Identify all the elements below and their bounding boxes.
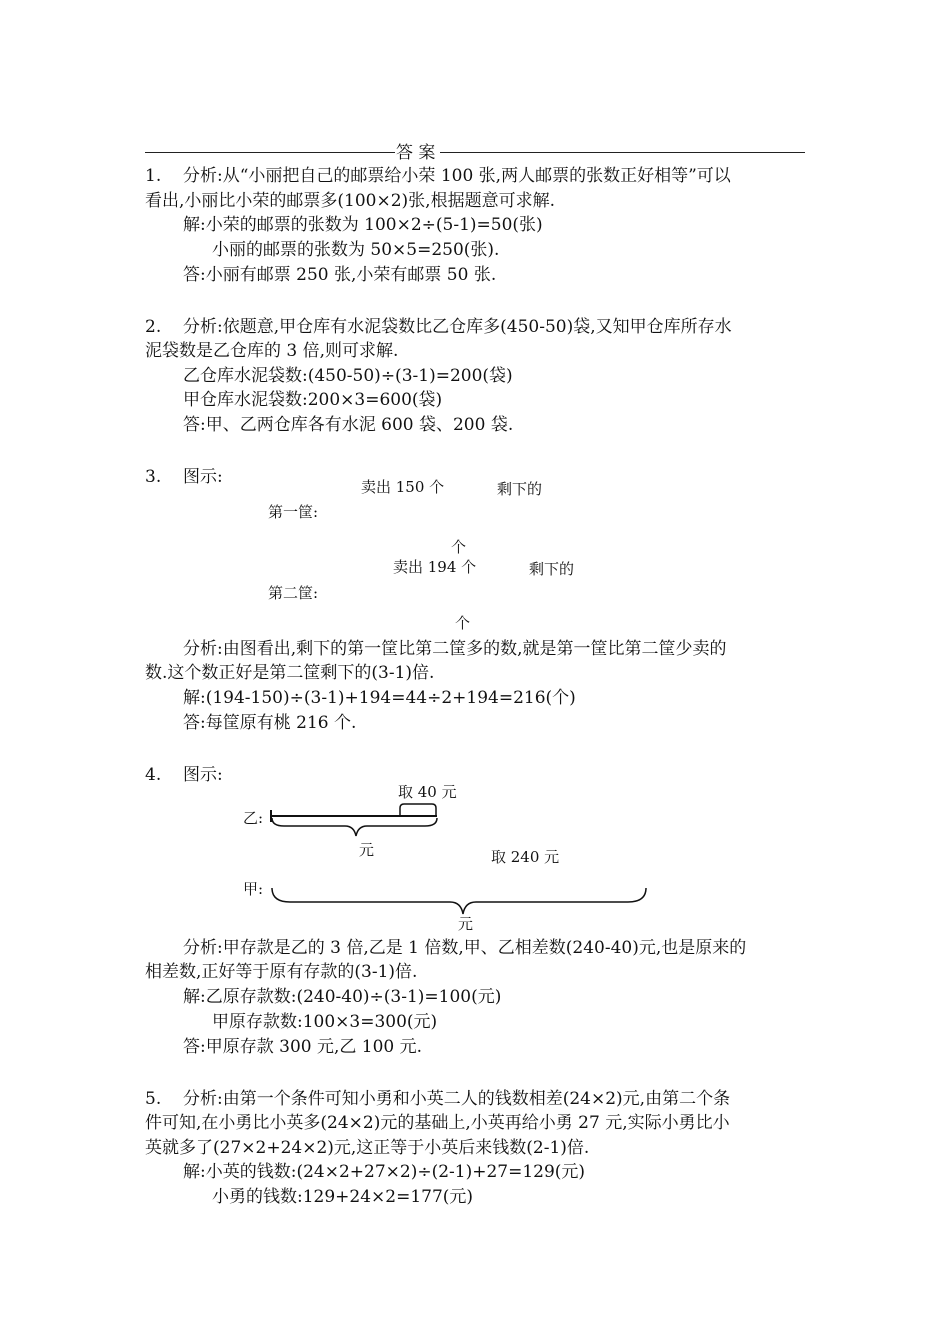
q3-line-2: 数.这个数正好是第二筐剩下的(3-1)倍. <box>145 663 435 683</box>
q1-line-1: 分析:从“小丽把自己的邮票给小荣 100 张,两人邮票的张数正好相等”可以 <box>183 166 731 186</box>
q3-basket-1-label: 第一筐: <box>268 503 319 521</box>
q4-jia-brace <box>272 888 646 914</box>
q5-line-1: 分析:由第一个条件可知小勇和小英二人的钱数相差(24×2)元,由第二个条 <box>183 1089 731 1109</box>
q3-unit-1-label: 个 <box>451 538 467 556</box>
q4-line-3: 解:乙原存款数:(240-40)÷(3-1)=100(元) <box>183 987 502 1007</box>
q3-figure-lead: 图示: <box>183 467 223 487</box>
q3-unit-2-label: 个 <box>455 614 471 632</box>
q4-yuan-2-label: 元 <box>458 915 474 933</box>
q4-line-4: 甲原存款数:100×3=300(元) <box>212 1012 438 1032</box>
q4-line-5: 答:甲原存款 300 元,乙 100 元. <box>183 1037 423 1057</box>
q4-jia-label: 甲: <box>243 880 264 898</box>
q4-yuan-1-label: 元 <box>359 841 375 859</box>
answer-title: 答 案 <box>396 143 436 163</box>
q3-line-3: 解:(194-150)÷(3-1)+194=44÷2+194=216(个) <box>183 688 576 708</box>
q2-line-3: 乙仓库水泥袋数:(450-50)÷(3-1)=200(袋) <box>183 366 513 386</box>
q3-rest-2-label: 剩下的 <box>529 560 575 578</box>
q4-line-2: 相差数,正好等于原有存款的(3-1)倍. <box>145 962 418 982</box>
q4-number: 4. <box>145 765 162 785</box>
q4-line-1: 分析:甲存款是乙的 3 倍,乙是 1 倍数,甲、乙相差数(240-40)元,也是原来的 <box>183 938 747 958</box>
q1-number: 1. <box>145 166 162 186</box>
q2-line-1: 分析:依题意,甲仓库有水泥袋数比乙仓库多(450-50)袋,又知甲仓库所存水 <box>183 317 732 337</box>
q4-take-40-label: 取 40 元 <box>398 783 457 801</box>
q2-number: 2. <box>145 317 162 337</box>
q3-sold-194-label: 卖出 194 个 <box>393 558 477 576</box>
q3-sold-150-label: 卖出 150 个 <box>361 478 445 496</box>
q2-line-2: 泥袋数是乙仓库的 3 倍,则可求解. <box>145 341 399 361</box>
q2-line-5: 答:甲、乙两仓库各有水泥 600 袋、200 袋. <box>183 415 514 435</box>
q4-figure-lead: 图示: <box>183 765 223 785</box>
q4-yi-brace <box>272 818 437 836</box>
q1-line-2: 看出,小丽比小荣的邮票多(100×2)张,根据题意可求解. <box>145 191 555 211</box>
q5-line-3: 英就多了(27×2+24×2)元,这正等于小英后来钱数(2-1)倍. <box>145 1138 590 1158</box>
q3-line-1: 分析:由图看出,剩下的第一筐比第二筐多的数,就是第一筐比第二筐少卖的 <box>183 639 727 659</box>
q1-line-4: 小丽的邮票的张数为 50×5=250(张). <box>212 240 500 260</box>
q3-basket-2-label: 第二筐: <box>268 584 319 602</box>
q3-line-4: 答:每筐原有桃 216 个. <box>183 713 357 733</box>
q4-yi-label: 乙: <box>243 809 264 827</box>
q5-number: 5. <box>145 1089 162 1109</box>
q1-line-5: 答:小丽有邮票 250 张,小荣有邮票 50 张. <box>183 265 497 285</box>
q5-line-2: 件可知,在小勇比小英多(24×2)元的基础上,小英再给小勇 27 元,实际小勇比小 <box>145 1113 730 1133</box>
q5-line-5: 小勇的钱数:129+24×2=177(元) <box>212 1187 474 1207</box>
q3-rest-1-label: 剩下的 <box>497 480 543 498</box>
q3-number: 3. <box>145 467 162 487</box>
q4-take-240-label: 取 240 元 <box>491 848 560 866</box>
q2-line-4: 甲仓库水泥袋数:200×3=600(袋) <box>183 390 443 410</box>
q1-line-3: 解:小荣的邮票的张数为 100×2÷(5-1)=50(张) <box>183 215 543 235</box>
q5-line-4: 解:小英的钱数:(24×2+27×2)÷(2-1)+27=129(元) <box>183 1162 586 1182</box>
